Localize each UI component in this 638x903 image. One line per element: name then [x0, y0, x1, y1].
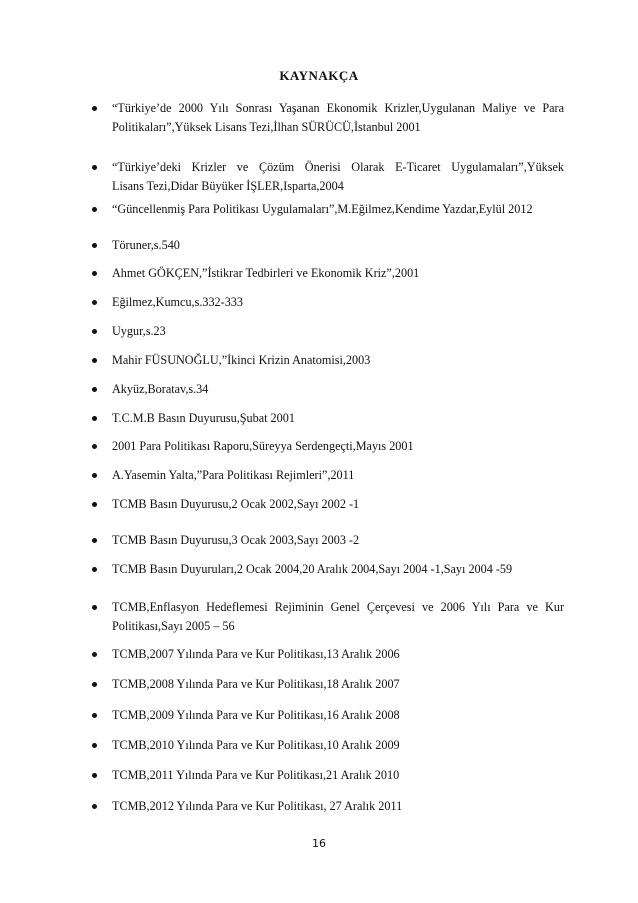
reference-text-continued: Lisans Tezi,Didar Büyüker İŞLER,Isparta,2004 — [112, 179, 344, 193]
reference-text: T.C.M.B Basın Duyurusu,Şubat 2001 — [112, 411, 295, 425]
reference-text-continued: Politikası,Sayı 2005 – 56 — [112, 619, 235, 633]
bullet-icon — [92, 652, 97, 657]
bullet-icon — [92, 207, 97, 212]
reference-item — [112, 409, 564, 428]
reference-item — [112, 645, 564, 664]
reference-text: TCMB,2012 Yılında Para ve Kur Politikası, 27 Aralık 2011 — [112, 799, 403, 813]
reference-text: A.Yasemin Yalta,”Para Politikası Rejimleri”,2011 — [112, 468, 355, 482]
reference-text-continued: Politikaları”,Yüksek Lisans Tezi,İlhan SÜRÜCÜ,İstanbul 2001 — [112, 120, 421, 134]
reference-text: TCMB Basın Duyuruları,2 Ocak 2004,20 Aralık 2004,Sayı 2004 -1,Sayı 2004 -59 — [112, 562, 513, 576]
reference-text: Ahmet GÖKÇEN,”İstikrar Tedbirleri ve Ekonomik Kriz”,2001 — [112, 266, 420, 280]
reference-text: Akyüz,Boratav,s.34 — [112, 382, 209, 396]
bullet-icon — [92, 444, 97, 449]
bullet-icon — [92, 271, 97, 276]
bullet-icon — [92, 773, 97, 778]
reference-text: Mahir FÜSUNOĞLU,”İkinci Krizin Anatomisi,2003 — [112, 353, 371, 367]
reference-text: Eğilmez,Kumcu,s.332-333 — [112, 295, 243, 309]
bullet-icon — [92, 605, 97, 610]
reference-text: TCMB,2011 Yılında Para ve Kur Politikası,21 Aralık 2010 — [112, 768, 400, 782]
reference-item — [112, 437, 564, 456]
reference-item — [112, 598, 564, 636]
bullet-icon — [92, 713, 97, 718]
bullet-icon — [92, 387, 97, 392]
reference-item — [112, 531, 564, 550]
reference-text: Uygur,s.23 — [112, 324, 166, 338]
bullet-icon — [92, 300, 97, 305]
reference-text: TCMB,2010 Yılında Para ve Kur Politikası,10 Aralık 2009 — [112, 738, 400, 752]
reference-text: TCMB,2009 Yılında Para ve Kur Politikası,16 Aralık 2008 — [112, 708, 400, 722]
reference-item — [112, 200, 564, 219]
reference-text: TCMB Basın Duyurusu,3 Ocak 2003,Sayı 2003 -2 — [112, 533, 360, 547]
reference-item — [112, 293, 564, 312]
bullet-icon — [92, 804, 97, 809]
reference-text: 2001 Para Politikası Raporu,Süreyya Serdengeçti,Mayıs 2001 — [112, 439, 414, 453]
reference-text: TCMB Basın Duyurusu,2 Ocak 2002,Sayı 2002 -1 — [112, 497, 360, 511]
bullet-icon — [92, 358, 97, 363]
reference-item — [112, 236, 564, 255]
bullet-icon — [92, 243, 97, 248]
bullet-icon — [92, 106, 97, 111]
bullet-icon — [92, 329, 97, 334]
reference-item — [112, 351, 564, 370]
reference-item — [112, 466, 564, 485]
reference-item — [112, 736, 564, 755]
reference-item — [112, 380, 564, 399]
reference-text: TCMB,Enflasyon Hedeflemesi Rejiminin Genel Çerçevesi ve 2006 Yılı Para ve Kur — [112, 600, 564, 614]
reference-item — [112, 766, 564, 785]
reference-item — [112, 797, 564, 816]
bullet-icon — [92, 682, 97, 687]
bullet-icon — [92, 416, 97, 421]
bullet-icon — [92, 165, 97, 170]
reference-item — [112, 706, 564, 725]
reference-item — [112, 495, 564, 514]
bullet-icon — [92, 502, 97, 507]
reference-item — [112, 675, 564, 694]
page-number: 16 — [312, 837, 326, 850]
reference-item — [112, 560, 564, 579]
page-title: KAYNAKÇA — [279, 68, 359, 83]
reference-text: “Türkiye’de 2000 Yılı Sonrası Yaşanan Ekonomik Krizler,Uygulanan Maliye ve Para — [112, 101, 564, 115]
reference-text: “Güncellenmiş Para Politikası Uygulamaları”,M.Eğilmez,Kendime Yazdar,Eylül 2012 — [112, 202, 533, 216]
reference-text: TCMB,2007 Yılında Para ve Kur Politikası,13 Aralık 2006 — [112, 647, 400, 661]
reference-text: Töruner,s.540 — [112, 238, 180, 252]
reference-item — [112, 158, 564, 196]
reference-item — [112, 264, 564, 283]
bullet-icon — [92, 567, 97, 572]
reference-item — [112, 99, 564, 137]
bullet-icon — [92, 473, 97, 478]
reference-text: “Türkiye’deki Krizler ve Çözüm Önerisi Olarak E-Ticaret Uygulamaları”,Yüksek — [112, 160, 564, 174]
bullet-icon — [92, 743, 97, 748]
reference-item — [112, 322, 564, 341]
reference-text: TCMB,2008 Yılında Para ve Kur Politikası,18 Aralık 2007 — [112, 677, 400, 691]
bullet-icon — [92, 538, 97, 543]
